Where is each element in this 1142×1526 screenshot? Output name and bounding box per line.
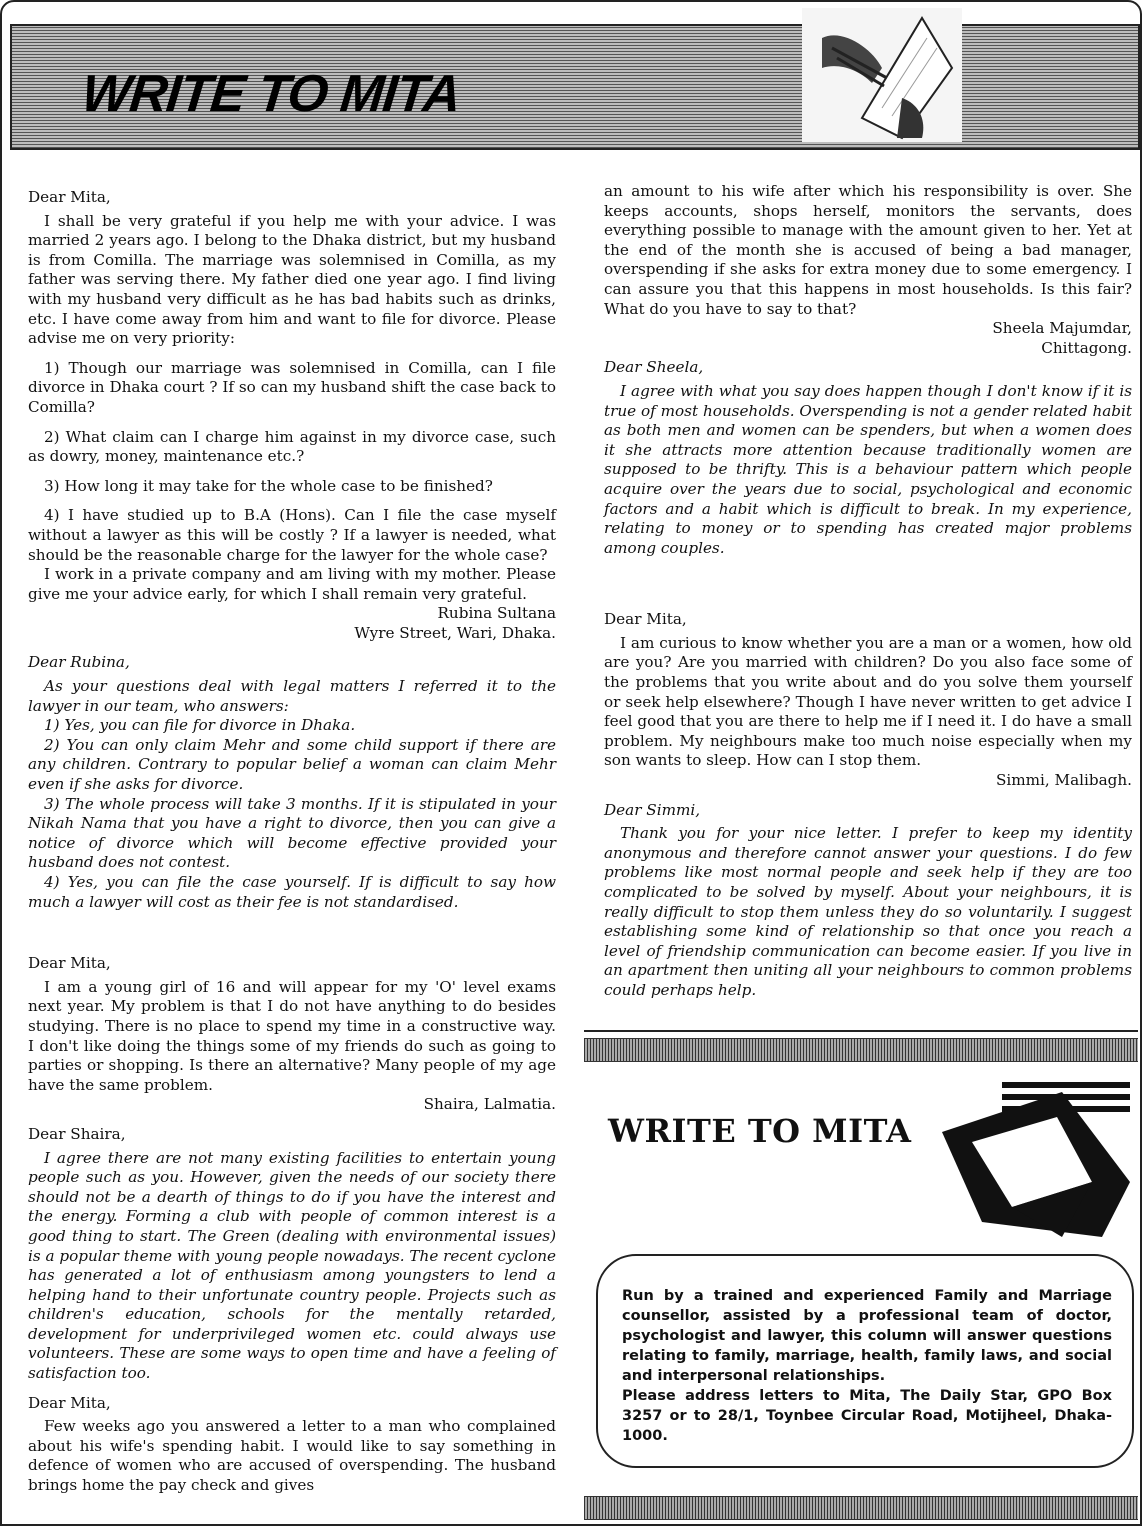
letter3-signature-name: Sheela Majumdar,	[992, 319, 1132, 338]
info-address: Please address letters to Mita, The Daily Star, GPO Box 3257 or to 28/1, Toynbee Circular Road, Motijheel, Dhaka-1000.	[622, 1388, 1112, 1444]
reply1-answer: 2) You can only claim Mehr and some child support if there are any children. Contrary to popular belief a woman can claim Mehr even if she asks for divorce.	[28, 735, 556, 794]
letter3-salutation: Dear Mita,	[28, 1393, 111, 1412]
letter1-signature-name: Rubina Sultana	[437, 604, 556, 623]
reply4-salutation: Dear Simmi,	[604, 800, 701, 819]
letter2-signature: Shaira, Lalmatia.	[423, 1095, 556, 1114]
reply1-answer: 1) Yes, you can file for divorce in Dhaka.	[44, 716, 356, 735]
reply1-answer: 4) Yes, you can file the case yourself. If is difficult to say how much a lawyer will cost as their fee is not standardised.	[28, 873, 556, 911]
letter1-paragraph: I shall be very grateful if you help me with your advice. I was married 2 years ago. I belong to the Dhaka district, but my husband is from Comilla. The marriage was solemnised in Comilla, as my father was serving there. My father died one year ago. I find living with my husband very difficult as he has bad habits such as drinks, etc. I have come away from him and want to file for divorce. Please advise me on very priority:	[28, 211, 556, 348]
hatched-divider	[584, 1038, 1138, 1062]
reply1-paragraph: As your questions deal with legal matters I referred it to the lawyer in our team, who answers:	[28, 677, 556, 715]
letter1-paragraph: I work in a private company and am living with my mother. Please give me your advice early, for which I shall remain very grateful.	[28, 565, 556, 603]
right-column	[604, 182, 1132, 1001]
letter1-question: 4) I have studied up to B.A (Hons). Can I file the case myself without a lawyer as this will be costly ? If a lawyer is needed, what should be the reasonable charge for the lawyer for the whole case?	[28, 506, 556, 564]
column-info-box	[596, 1254, 1134, 1468]
header-banner	[10, 24, 1140, 150]
letter4-salutation: Dear Mita,	[604, 610, 687, 629]
bottom-hatched-divider	[584, 1496, 1138, 1520]
letter3-paragraph: Few weeks ago you answered a letter to a man who complained about his wife's spending habit. I would like to say something in defence of women who are accused of overspending. The husband brings home the pay check and gives	[28, 1417, 556, 1495]
hand-holding-letter-icon	[802, 8, 962, 142]
reply3-paragraph: I agree with what you say does happen though I don't know if it is true of most households. Overspending is not a gender related habit as both men and women can be spenders, but when a women does it she attracts more attention because traditionally women are supposed to be thrifty. This is a behaviour pattern which people acquire over the years due to social, psychological and economic factors and a habit which is difficult to break. In my experience, relating to money or to spending has created major problems among couples.	[604, 381, 1132, 557]
reply2-paragraph: I agree there are not many existing facilities to entertain young people such as you. However, given the needs of our society there should not be a dearth of things to do if you have the interest and the energy. Forming a club with people of common interest is a good thing to start. The Green (dealing with environmental issues) is a popular theme with young people nowadays. The recent cyclone has generated a lot of enthusiasm among youngsters to lend a helping hand to their unfortunate country people. Projects such as children's education, schools for the mentally retarded, development for underprivileged women etc. could always use volunteers. These are some ways to open time and have a feeling of satisfaction too.	[28, 1148, 556, 1383]
ad-logo-title: WRITE TO MITA	[608, 1112, 912, 1150]
divider	[584, 1030, 1138, 1032]
letter1-question: 3) How long it may take for the whole case to be finished?	[44, 476, 493, 495]
letter1-question: 1) Though our marriage was solemnised in Comilla, can I file divorce in Dhaka court ? If so can my husband shift the case back to Comilla?	[28, 358, 556, 416]
reply3-salutation: Dear Sheela,	[604, 358, 704, 377]
page-title: WRITE TO MITA	[78, 65, 463, 123]
info-description: Run by a trained and experienced Family and Marriage counsellor, assisted by a professional team of doctor, psychologist and lawyer, this column will answer questions relating to family, marriage, health, family laws, and social and interpersonal relationships.	[622, 1288, 1112, 1384]
letter4-paragraph: I am curious to know whether you are a man or a women, how old are you? Are you married with children? Do you also face some of the problems that you write about and do you solve them yourself or seek help elsewhere? Though I have never written to get advice I feel good that you are there to help me if I need it. I do have a small problem. My neighbours make too much noise especially when my son wants to sleep. How can I stop them.	[604, 633, 1132, 770]
reply1-salutation: Dear Rubina,	[28, 653, 130, 672]
letter1-question: 2) What claim can I charge him against in my divorce case, such as dowry, money, maintenance etc.?	[28, 427, 556, 466]
letter2-salutation: Dear Mita,	[28, 954, 111, 973]
letter4-signature: Simmi, Malibagh.	[995, 771, 1132, 790]
reply2-salutation: Dear Shaira,	[28, 1124, 126, 1143]
left-column	[28, 188, 556, 1496]
reply1-answer: 3) The whole process will take 3 months. If it is stipulated in your Nikah Nama that you have a right to divorce, then you can give a notice of divorce which will become effective provided your husband does not contest.	[28, 794, 556, 872]
letter3-signature-place: Chittagong.	[1041, 338, 1132, 357]
reply4-paragraph: Thank you for your nice letter. I prefer to keep my identity anonymous and therefore cannot answer your questions. I do few problems like most normal people and seek help if they are too complicated to be solved by myself. About your neighbours, it is really difficult to stop them unless they do so voluntarily. I suggest establishing some kind of relationship so that once you reach a level of friendship communication can become easier. If you live in an apartment then uniting all your neighbours to common problems could perhaps help.	[604, 824, 1132, 999]
letter1-signature-place: Wyre Street, Wari, Dhaka.	[354, 623, 556, 642]
envelope-logo-icon	[942, 1072, 1132, 1242]
letter3-continued: an amount to his wife after which his responsibility is over. She keeps accounts, shops herself, monitors the servants, does everything possible to manage with the amount given to her. Yet at the end of the month she is accused of being a bad manager, overspending if she asks for extra money due to some emergency. I can assure you that this happens in most households. Is this fair? What do you have to say to that?	[604, 182, 1132, 318]
letter1-salutation: Dear Mita,	[28, 188, 111, 206]
letter2-paragraph: I am a young girl of 16 and will appear for my 'O' level exams next year. My problem is that I do not have anything to do besides studying. There is no place to spend my time in a constructive way. I don't like doing the things some of my friends do such as going to parties or shopping. Is there an alternative? Many people of my age have the same problem.	[28, 977, 556, 1094]
